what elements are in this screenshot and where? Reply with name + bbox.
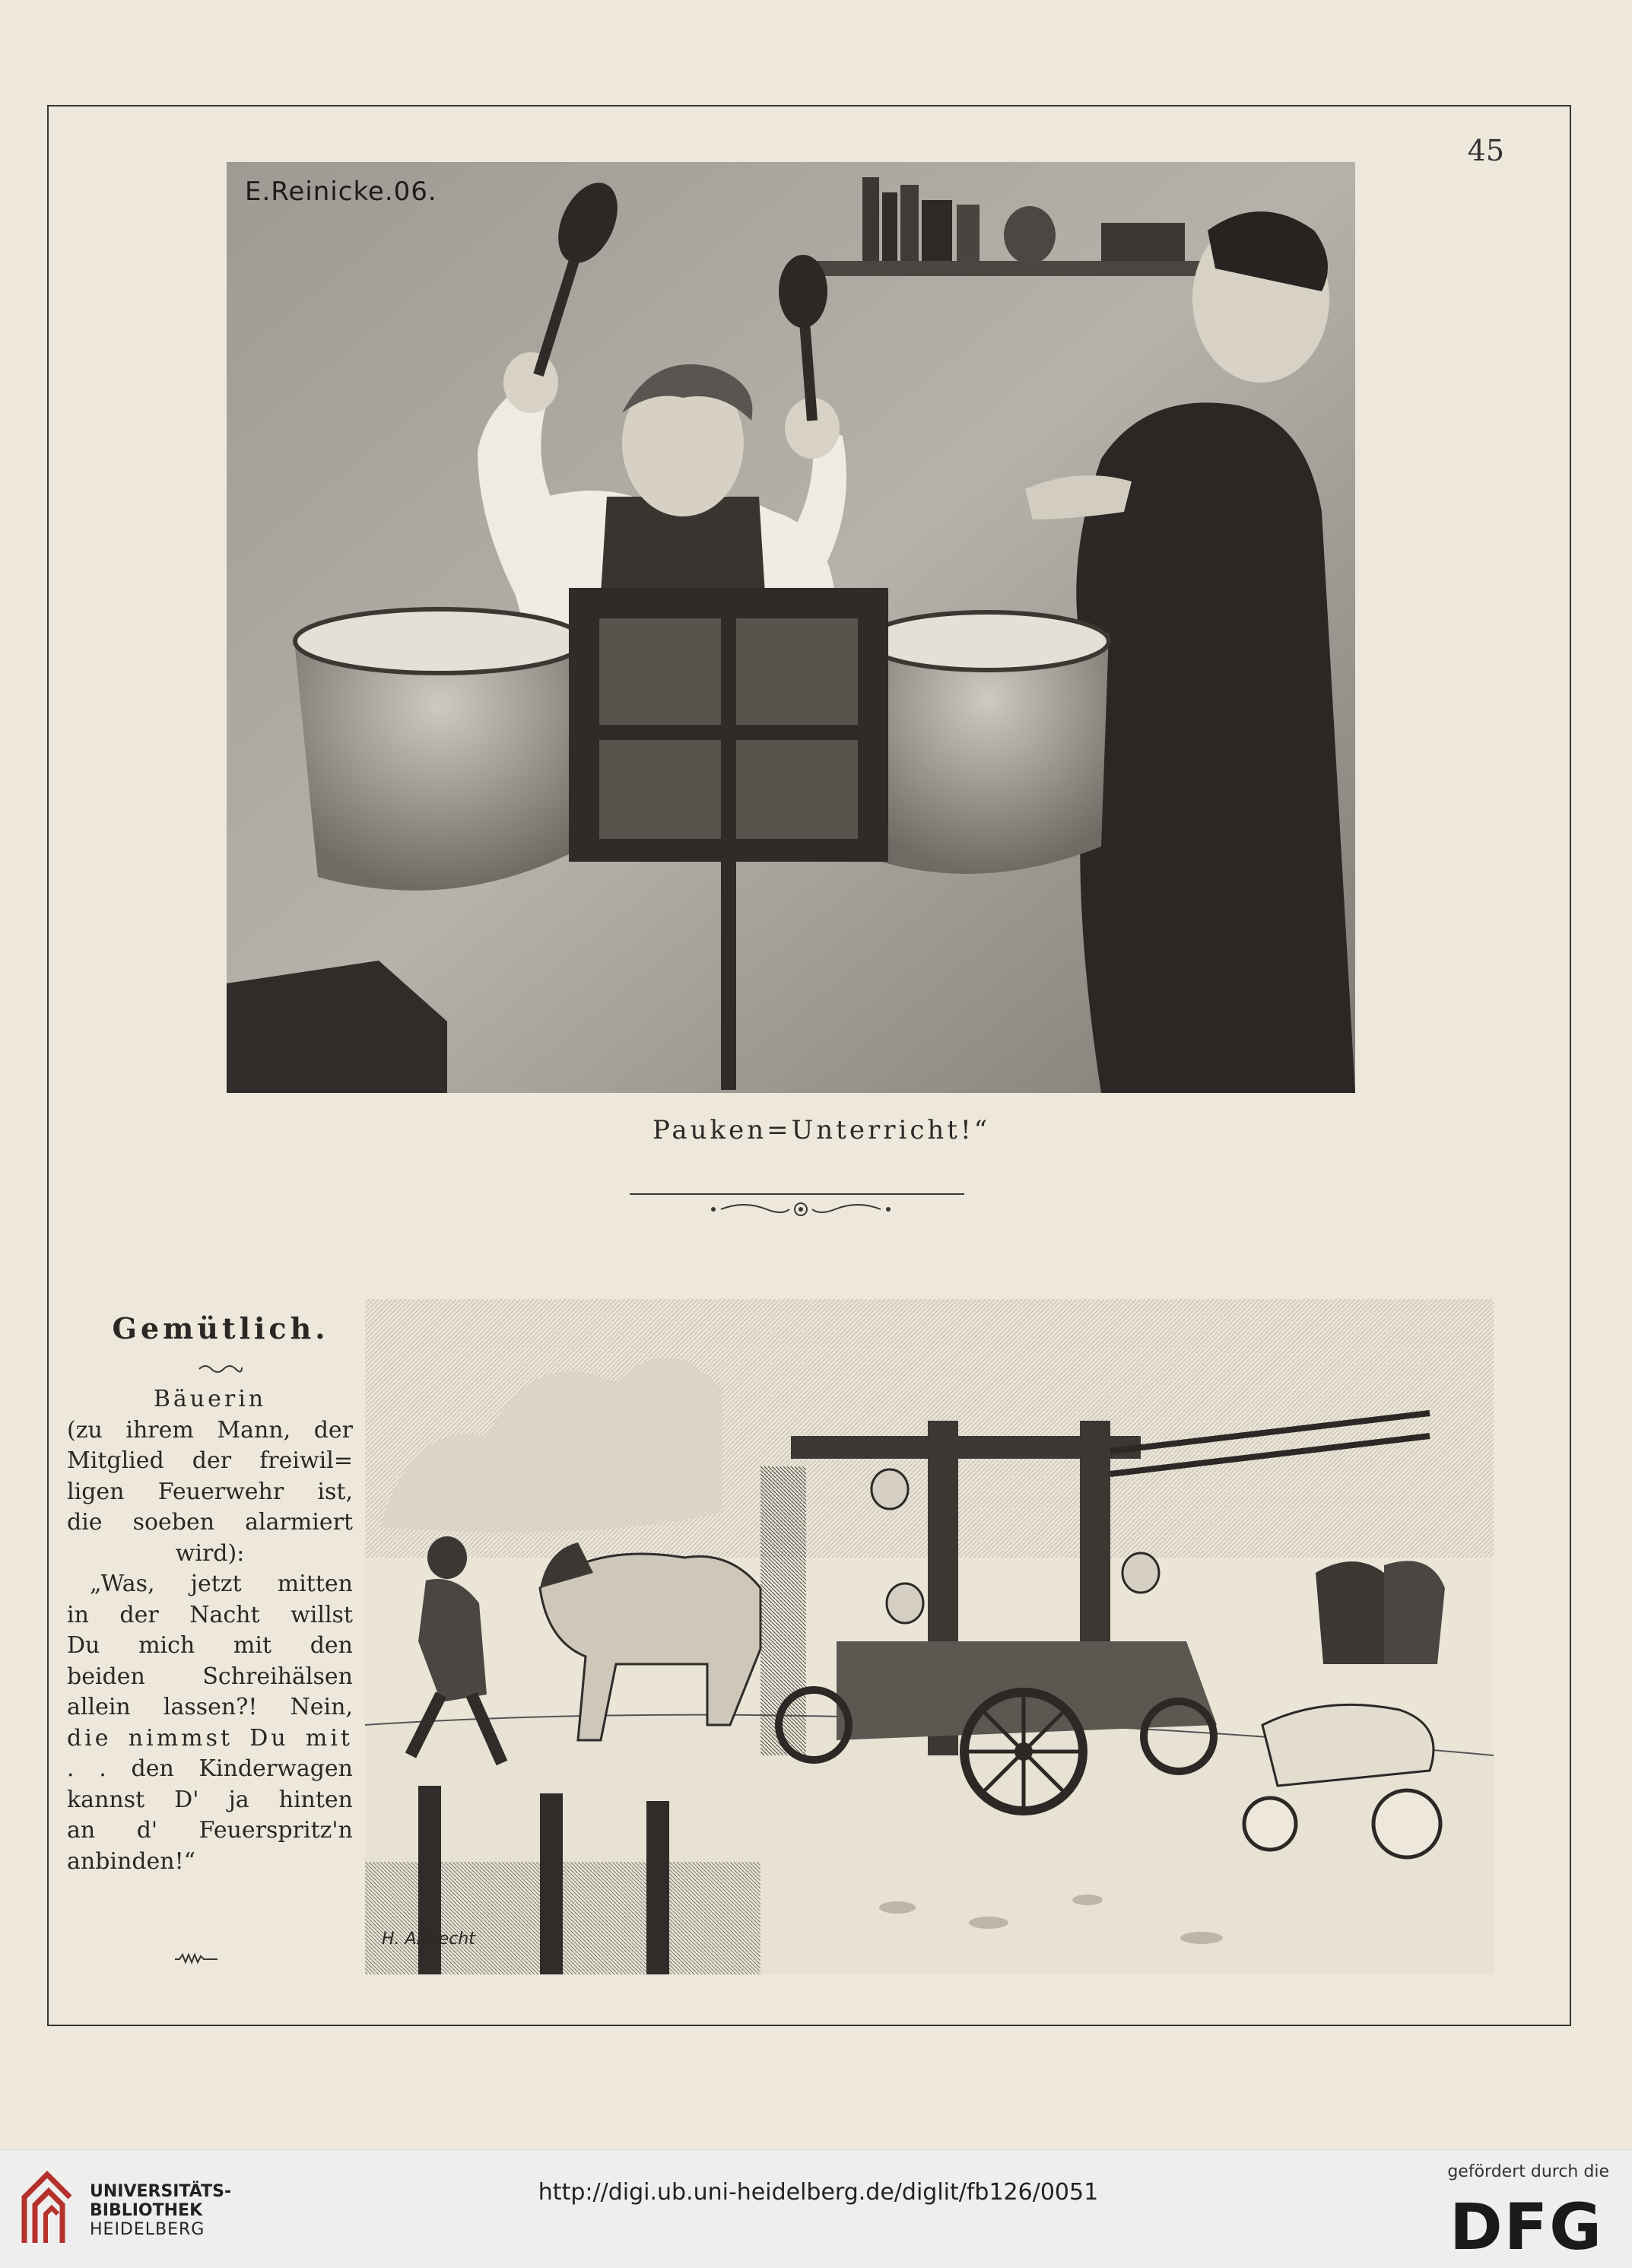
end-squiggle [173, 1952, 219, 1967]
poem-line: in der Nacht willst [67, 1601, 353, 1628]
poem-text [67, 1384, 353, 1877]
poem-line: wird): [175, 1539, 245, 1567]
funding-note: gefördert durch die [1447, 2162, 1609, 2181]
illustrator-signature: H. Albrecht [382, 1930, 475, 1949]
university-library-logo-icon[interactable] [17, 2167, 81, 2251]
poem-line: . . den Kinderwagen [67, 1755, 353, 1782]
poem-line: an d' Feuerspritz'n [67, 1817, 353, 1844]
poem-speaker: Bäuerin [153, 1386, 267, 1412]
poem-line: ligen Feuerwehr ist, [67, 1478, 353, 1505]
poem-line: Du mich mit den [67, 1632, 353, 1659]
university-library-name[interactable] [90, 2182, 231, 2239]
poem-line: „Was, jetzt mitten [90, 1571, 353, 1597]
poem-line: beiden Schreihälsen [67, 1663, 353, 1690]
library-city: HEIDELBERG [90, 2220, 205, 2239]
title-squiggle [198, 1360, 243, 1375]
illustration-caption: Pauken=Unterricht!“ [652, 1115, 990, 1145]
poem-line: kannst D' ja hinten [67, 1786, 353, 1813]
poem-title: Gemütlich. [112, 1311, 329, 1345]
dfg-logo-text: DFG [1449, 2190, 1604, 2257]
decorative-divider [630, 1190, 964, 1225]
poem-line: die nimmst Du mit [67, 1724, 353, 1752]
timpani-lesson-illustration [227, 162, 1355, 1093]
artist-signature: E.Reinicke.06. [245, 176, 437, 207]
fire-brigade-illustration [365, 1299, 1494, 1974]
page-number: 45 [1467, 134, 1504, 167]
library-name-line2: BIBLIOTHEK [90, 2201, 203, 2220]
poem-line: anbinden!“ [67, 1847, 195, 1875]
poem-line: Mitglied der freiwil= [67, 1447, 353, 1474]
poem-line: die soeben alarmiert [67, 1509, 353, 1536]
digital-library-footer [0, 2149, 1632, 2268]
poem-line: (zu ihrem Mann, der [67, 1416, 353, 1444]
dfg-logo-icon[interactable] [1449, 2190, 1609, 2257]
permalink-url[interactable]: http://digi.ub.uni-heidelberg.de/diglit/fb126/0051 [538, 2179, 1099, 2206]
poem-line: allein lassen?! Nein, [67, 1694, 353, 1720]
library-name-line1: UNIVERSITÄTS- [90, 2182, 232, 2201]
